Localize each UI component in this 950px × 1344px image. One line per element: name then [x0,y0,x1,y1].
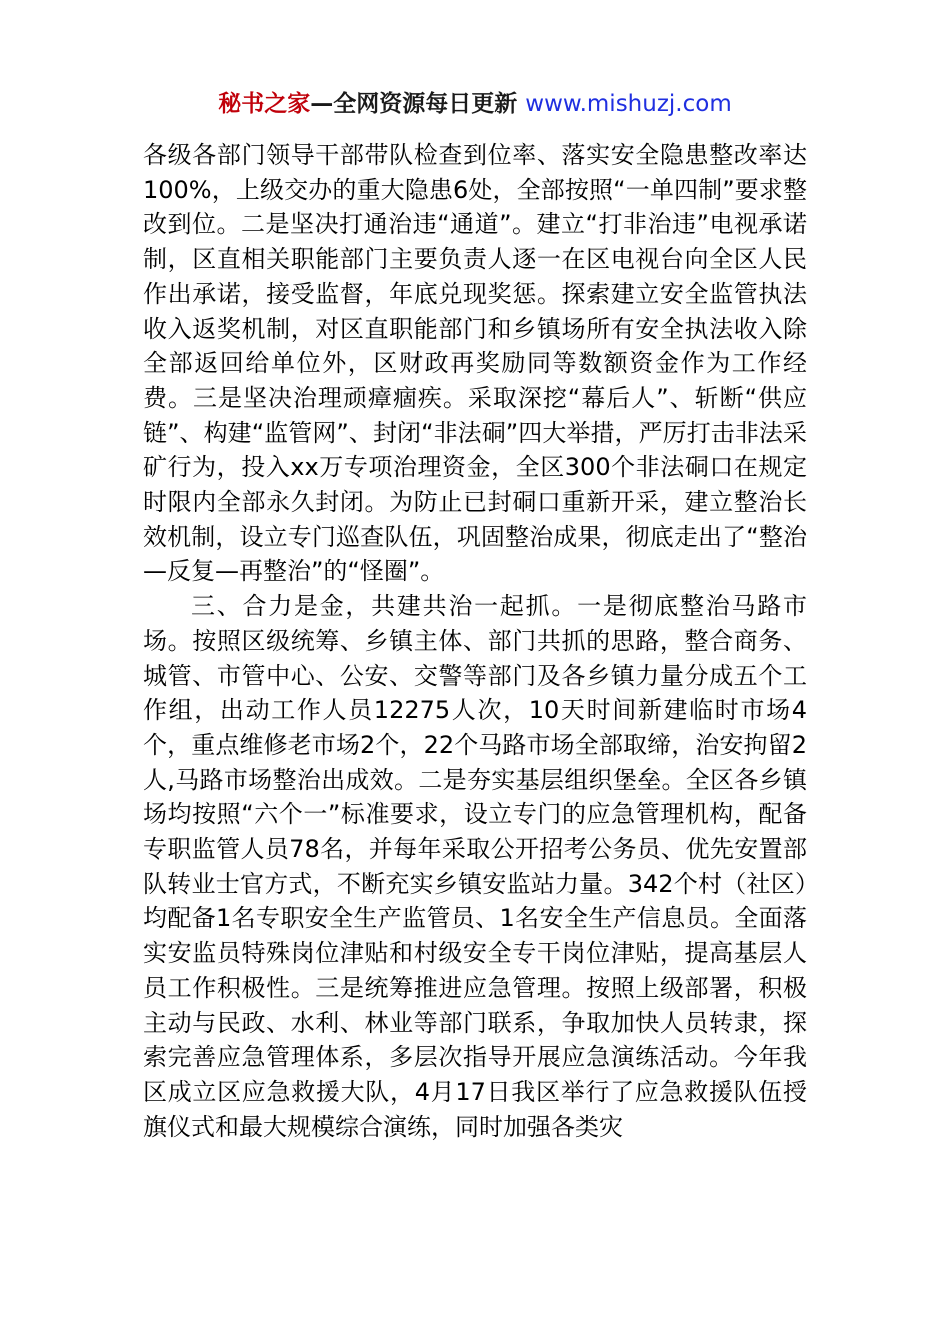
brand-name: 秘书之家 [218,91,311,117]
page-header [0,86,950,122]
paragraph-continuation: 各级各部门领导干部带队检查到位率、落实安全隐患整改率达100%，上级交办的重大隐患6处，全部按照“一单四制”要求整改到位。二是坚决打通治违“通道”。建立“打非治违”电视承诺制，区直相关职能部门主要负责人逐一在区电视台向全区人民作出承诺，接受监督，年底兑现奖惩。探索建立安全监管执法收入返奖机制，对区直职能部门和乡镇场所有安全执法收入除全部返回给单位外，区财政再奖励同等数额资金作为工作经费。三是坚决治理顽瘴痼疾。采取深挖“幕后人”、斩断“供应链”、构建“监管网”、封闭“非法硐”四大举措，严厉打击非法采矿行为，投入xx万专项治理资金，全区300个非法硐口在规定时限内全部永久封闭。为防止已封硐口重新开采，建立整治长效机制，设立专门巡查队伍，巩固整治成果，彻底走出了“整治—反复—再整治”的“怪圈”。 [143,141,807,586]
paragraph-section-three: 三、合力是金，共建共治一起抓。一是彻底整治马路市场。按照区级统筹、乡镇主体、部门共抓的思路，整合商务、城管、市管中心、公安、交警等部门及各乡镇力量分成五个工作组，出动工作人员12275人次，10天时间新建临时市场4个，重点维修老市场2个，22个马路市场全部取缔，治安拘留2人,马路市场整治出成效。二是夯实基层组织堡垒。全区各乡镇场均按照“六个一”标准要求，设立专门的应急管理机构，配备专职监管人员78名，并每年采取公开招考公务员、优先安置部队转业士官方式，不断充实乡镇安监站力量。342个村（社区）均配备1名专职安全生产监管员、1名安全生产信息员。全面落实安监员特殊岗位津贴和村级安全专干岗位津贴，提高基层人员工作积极性。三是统筹推进应急管理。按照上级部署，积极主动与民政、水利、林业等部门联系，争取加快人员转隶，探索完善应急管理体系，多层次指导开展应急演练活动。今年我区成立区应急救援大队，4月17日我区举行了应急救援队伍授旗仪式和最大规模综合演练，同时加强各类灾 [143,592,807,1141]
site-url-link[interactable]: www.mishuzj.com [525,91,732,117]
document-body [143,138,807,1144]
header-tagline: —全网资源每日更新 [310,91,518,117]
